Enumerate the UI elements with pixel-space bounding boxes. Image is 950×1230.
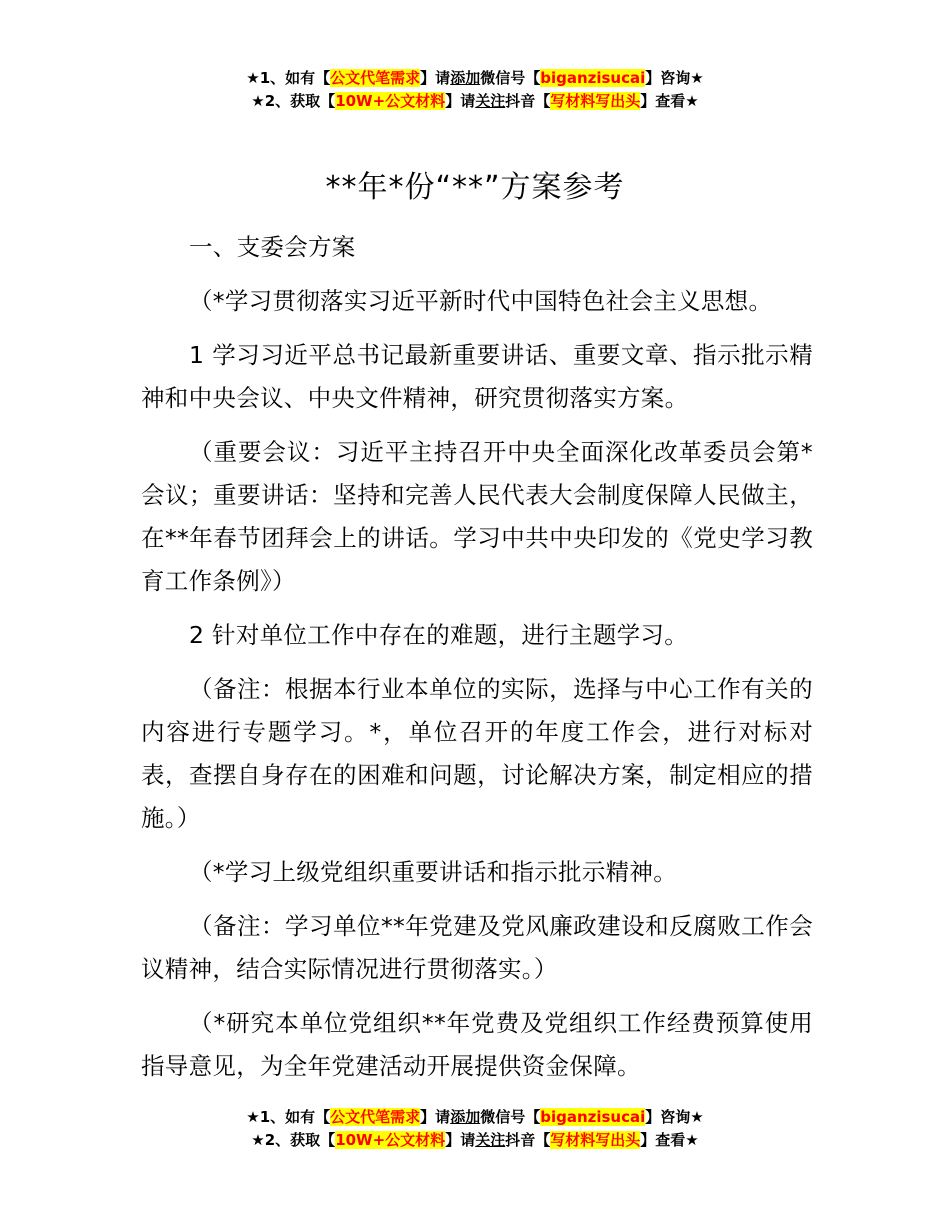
banner-text: 】咨询★: [645, 1108, 704, 1126]
banner-text: 微信号【: [480, 1108, 541, 1126]
paragraph: 1 学习习近平总书记最新重要讲话、重要文章、指示批示精神和中央会议、中央文件精神，研究贯彻落实方案。: [141, 341, 813, 412]
banner-text: 】请: [445, 1131, 476, 1149]
paragraph: 2 针对单位工作中存在的难题，进行主题学习。: [189, 621, 689, 649]
paragraph: （备注：根据本行业本单位的实际，选择与中心工作有关的内容进行专题学习。*，单位召开的年度工作会，进行对标对表，查摆自身存在的困难和问题，讨论解决方案，制定相应的措施。）: [141, 675, 813, 832]
header-banner: [0, 67, 950, 113]
paragraph: （重要会议：习近平主持召开中央全面深化改革委员会第*会议；重要讲话：坚持和完善人民代表大会制度保障人民做主，在**年春节团拜会上的讲话。学习中共中央印发的《党史学习教育工作条例》）: [141, 438, 813, 595]
banner-underline: 添加: [450, 1108, 481, 1126]
banner-text: 微信号【: [480, 69, 541, 87]
banner-highlight: 公文代笔需求: [330, 1108, 421, 1126]
banner-text: 】查看★: [640, 92, 699, 110]
banner-text: 】请: [420, 69, 451, 87]
banner-text: 抖音【: [505, 1131, 551, 1149]
document-title: **年*份“**”方案参考: [325, 170, 625, 205]
paragraph: （*研究本单位党组织**年党费及党组织工作经费预算使用指导意见，为全年党建活动开展提供资金保障。: [141, 1009, 813, 1080]
banner-highlight: 写材料写出头: [550, 1131, 641, 1149]
banner-line-1: [0, 67, 950, 90]
banner-text: 】咨询★: [645, 69, 704, 87]
footer-banner: [0, 1106, 950, 1152]
paragraph: （*学习贯彻落实习近平新时代中国特色社会主义思想。: [189, 287, 773, 315]
banner-highlight: biganzisucai: [540, 69, 646, 87]
banner-highlight: 公文代笔需求: [330, 69, 421, 87]
banner-highlight: 写材料写出头: [550, 92, 641, 110]
banner-highlight: 10W+公文材料: [335, 1131, 446, 1149]
banner-text: 】请: [420, 1108, 451, 1126]
paragraph: （*学习上级党组织重要讲话和指示批示精神。: [189, 858, 678, 886]
banner-text: ★1、如有【: [246, 1108, 331, 1126]
banner-text: 抖音【: [505, 92, 551, 110]
banner-text: ★1、如有【: [246, 69, 331, 87]
banner-highlight: biganzisucai: [540, 1108, 646, 1126]
banner-line-2: [0, 1129, 950, 1152]
document-body: [141, 226, 813, 1099]
banner-highlight: 10W+公文材料: [335, 92, 446, 110]
banner-text: 】请: [445, 92, 476, 110]
section-heading: 一、支委会方案: [189, 233, 356, 261]
paragraph: （备注：学习单位**年党建及党风廉政建设和反腐败工作会议精神，结合实际情况进行贯彻落实。）: [141, 912, 813, 983]
banner-text: ★2、获取【: [251, 1131, 336, 1149]
banner-underline: 关注: [475, 1131, 506, 1149]
banner-line-1: [0, 1106, 950, 1129]
banner-underline: 关注: [475, 92, 506, 110]
banner-line-2: [0, 90, 950, 113]
banner-text: 】查看★: [640, 1131, 699, 1149]
banner-underline: 添加: [450, 69, 481, 87]
banner-text: ★2、获取【: [251, 92, 336, 110]
